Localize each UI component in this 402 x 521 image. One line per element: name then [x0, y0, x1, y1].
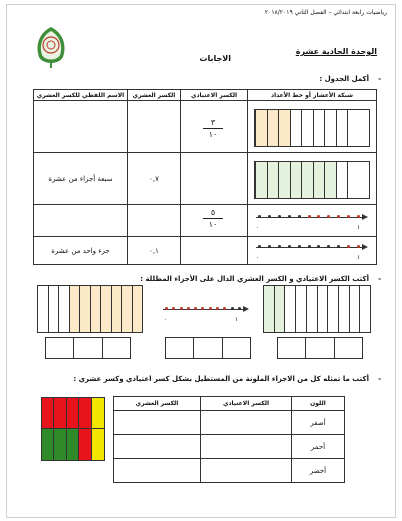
unit-title: الوحدة الحادية عشرة [295, 47, 377, 56]
tenths-grid-cell [248, 153, 377, 205]
table-complete [33, 89, 377, 265]
fraction-cell[interactable] [201, 435, 292, 459]
numberline-cell [248, 237, 377, 265]
col-header-decimal: الكسر العشري [114, 397, 201, 411]
tenths-grid [254, 161, 370, 199]
name-cell[interactable] [34, 205, 128, 237]
fraction-cell[interactable] [201, 459, 292, 483]
numberline-end-label: ١ [235, 316, 239, 323]
fraction-cell[interactable] [201, 411, 292, 435]
colored-rectangle [41, 397, 105, 461]
col-header-visual: شبكة الأعشار أو خط الأعداد [248, 90, 377, 101]
table-row [34, 205, 377, 237]
table-row [114, 459, 345, 483]
decimal-cell[interactable] [128, 101, 181, 153]
fraction-answer [203, 208, 223, 229]
section1-heading: أكمل الجدول : [319, 75, 369, 83]
worksheet-page [6, 4, 396, 518]
decimal-cell[interactable] [114, 459, 201, 483]
fraction-answer [203, 118, 223, 139]
col-header-color: اللون [292, 397, 345, 411]
number-line-section2 [163, 305, 249, 315]
color-label: أخضر [292, 459, 345, 483]
name-cell: جزء واحد من عشرة [34, 237, 128, 265]
numberline-end-label: ١ [357, 224, 361, 231]
table-colors [113, 396, 345, 483]
decimal-cell: ٠,٧ [128, 153, 181, 205]
tenths-grid-cell [248, 101, 377, 153]
name-cell[interactable] [34, 101, 128, 153]
number-line [256, 213, 368, 223]
numberline-start-label: ٠ [164, 316, 168, 323]
table-row [114, 411, 345, 435]
section1-bullet: - [378, 75, 381, 83]
numberline-start-label: ٠ [256, 224, 260, 231]
tenths-grid [254, 109, 370, 147]
tenths-grid-left [37, 285, 143, 333]
fraction-cell[interactable] [181, 205, 248, 237]
col-header-decimal: الكسر العشري [128, 90, 181, 101]
answer-boxes-right[interactable] [277, 337, 363, 359]
table-row [34, 153, 377, 205]
col-header-fraction: الكسر الاعتيادي [181, 90, 248, 101]
col-header-name: الاسم اللفظي للكسر العشري [34, 90, 128, 101]
section3-heading: أكتب ما تمثله كل من الاجزاء الملونة من المستطيل بشكل كسر اعتيادي وكسر عشري : [73, 375, 369, 383]
color-label: أصفر [292, 411, 345, 435]
fraction-cell[interactable] [181, 101, 248, 153]
fraction-numerator: ٣ [210, 118, 216, 127]
color-label: أحمر [292, 435, 345, 459]
decimal-cell: ٠,١ [128, 237, 181, 265]
decimal-cell[interactable] [114, 411, 201, 435]
decimal-cell[interactable] [128, 205, 181, 237]
fraction-numerator: ٥ [210, 208, 216, 217]
number-line [256, 243, 368, 253]
table-row [114, 435, 345, 459]
fraction-cell[interactable] [181, 153, 248, 205]
name-cell: سبعة أجزاء من عشرة [34, 153, 128, 205]
table-row [34, 101, 377, 153]
tenths-grid-right [263, 285, 371, 333]
fraction-cell[interactable] [181, 237, 248, 265]
numberline-cell [248, 205, 377, 237]
table-row [34, 237, 377, 265]
answer-boxes-left[interactable] [45, 337, 131, 359]
answer-boxes-middle[interactable] [165, 337, 251, 359]
fraction-denominator: ١٠ [208, 130, 218, 139]
section2-heading: أكتب الكسر الاعتيادي و الكسر العشري الدال على الأجزاء المظللة : [140, 275, 369, 283]
decimal-cell[interactable] [114, 435, 201, 459]
numberline-end-label: ١ [357, 254, 361, 261]
section2-bullet: - [378, 275, 381, 283]
leaf-logo-icon [33, 25, 69, 69]
header-info: رياضيات رابعة ابتدائي – الفصل الثاني ٢٠١٨/٢٠١٩ [264, 9, 387, 16]
answers-label: الاجابات [199, 54, 231, 63]
fraction-denominator: ١٠ [208, 220, 218, 229]
col-header-fraction: الكسر الاعتيادي [201, 397, 292, 411]
section3-bullet: - [378, 375, 381, 383]
numberline-start-label: ٠ [256, 254, 260, 261]
